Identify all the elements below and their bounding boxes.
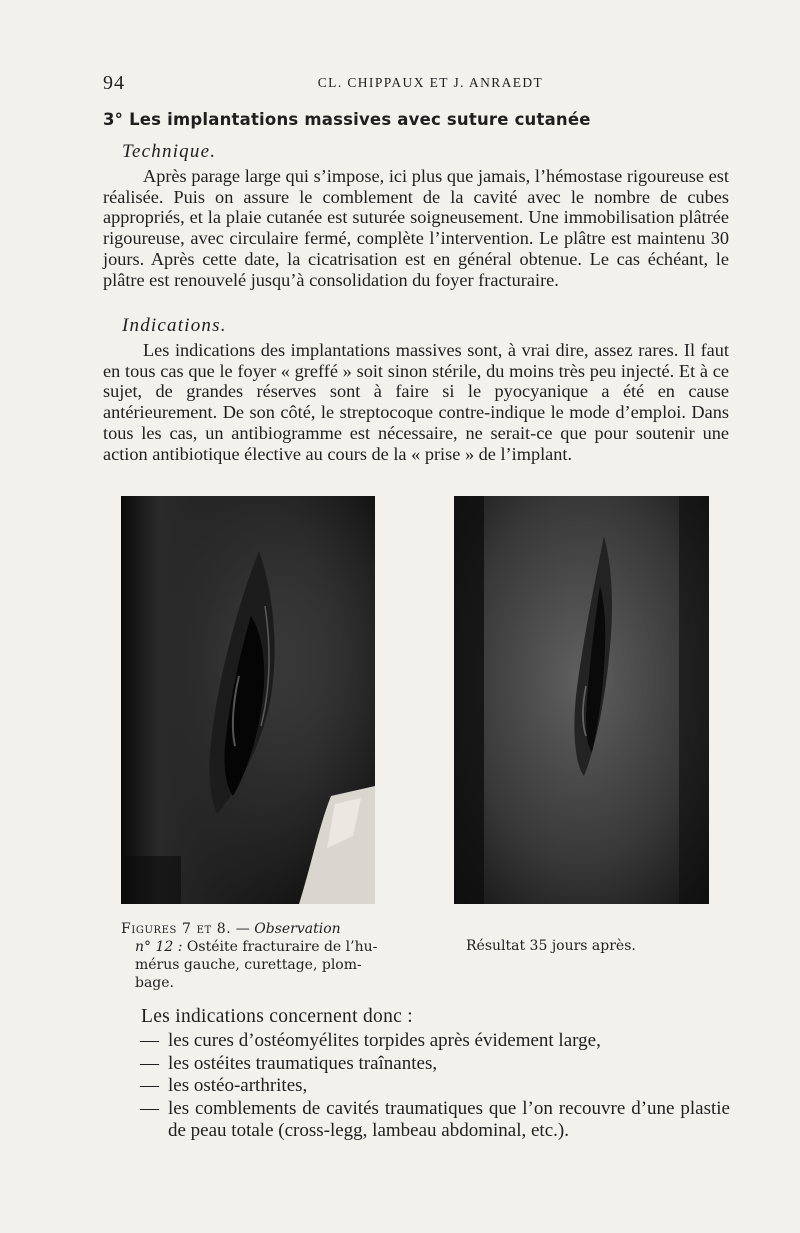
- running-title: CL. CHIPPAUX ET J. ANRAEDT: [317, 75, 544, 90]
- list-item-text: les comblements de cavités traumatiques que l’on recouvre d’une plastie de peau totale (cross-legg, lambeau abdominal, etc.).: [168, 1097, 730, 1142]
- caption-line-1: [121, 920, 381, 938]
- subheading-technique: Technique.: [122, 141, 217, 162]
- list-dash: —: [140, 1075, 159, 1097]
- list-item: [140, 1030, 730, 1053]
- caption-line-2: [121, 938, 381, 956]
- figure-8-photo: [454, 496, 709, 904]
- caption-observation-number: n° 12 :: [135, 939, 183, 955]
- figure-7-photo: [121, 496, 375, 904]
- caption-line-4: bage.: [135, 975, 175, 991]
- list-dash: —: [140, 1052, 159, 1074]
- list-dash: —: [140, 1030, 159, 1051]
- list-item: [140, 1075, 730, 1098]
- subheading-indications: Indications.: [122, 315, 227, 336]
- list-item-text: les ostéites traumatiques traînantes,: [168, 1052, 438, 1074]
- paragraph-technique: Après parage large qui s’impose, ici plus que jamais, l’hémostase rigoureuse est réalisée. Puis on assure le comblement de la cavité avec le nombre de cubes appropriés, et la plaie cutanée est suturée soigneusement. Une immobilisation plâtrée rigoureuse, avec circulaire fermé, complète l’intervention. Le plâtre est maintenu 30 jours. Après cette date, la cicatrisation est en général obtenue. Le cas échéant, le plâtre est renouvelé jusqu’à consolidation du foyer fracturaire.: [103, 166, 729, 290]
- list-dash: —: [140, 1097, 159, 1119]
- page-number: 94: [103, 72, 125, 94]
- figure-7-image: [121, 496, 375, 904]
- caption-observation: Observation: [254, 921, 341, 937]
- section-heading: 3° Les implantations massives avec suture cutanée: [103, 110, 591, 129]
- list-item: [140, 1053, 730, 1076]
- running-head: [103, 72, 728, 96]
- figure-caption-right: Résultat 35 jours après.: [466, 938, 636, 954]
- caption-label: Figures 7 et 8.: [121, 921, 232, 937]
- conclusion-intro: Les indications concernent donc :: [141, 1006, 413, 1027]
- figure-caption-left: [121, 920, 381, 992]
- list-item-text: les cures d’ostéomyélites torpides après évidement large,: [168, 1030, 601, 1051]
- caption-line-3: mérus gauche, curettage, plom-: [135, 957, 362, 973]
- caption-text-1: Ostéite fracturaire de l’hu-: [182, 939, 378, 955]
- indications-list: [140, 1030, 730, 1143]
- list-item-text: les ostéo-arthrites,: [168, 1075, 308, 1097]
- paragraph-indications: Les indications des implantations massives sont, à vrai dire, assez rares. Il faut en tous cas que le foyer « greffé » soit sinon stérile, du moins très peu injecté. Et à ce sujet, de grandes réserves sont à faire si le pyocyanique a été en cause antérieurement. De son côté, le streptocoque contre-indique le mode d’emploi. Dans tous les cas, un antibiogramme est nécessaire, ne serait-ce que pour soutenir une action antibiotique élective au cours de la « prise » de l’implant.: [103, 340, 729, 464]
- figure-8-image: [454, 496, 709, 904]
- list-item: [140, 1098, 730, 1143]
- caption-dash: —: [231, 921, 255, 937]
